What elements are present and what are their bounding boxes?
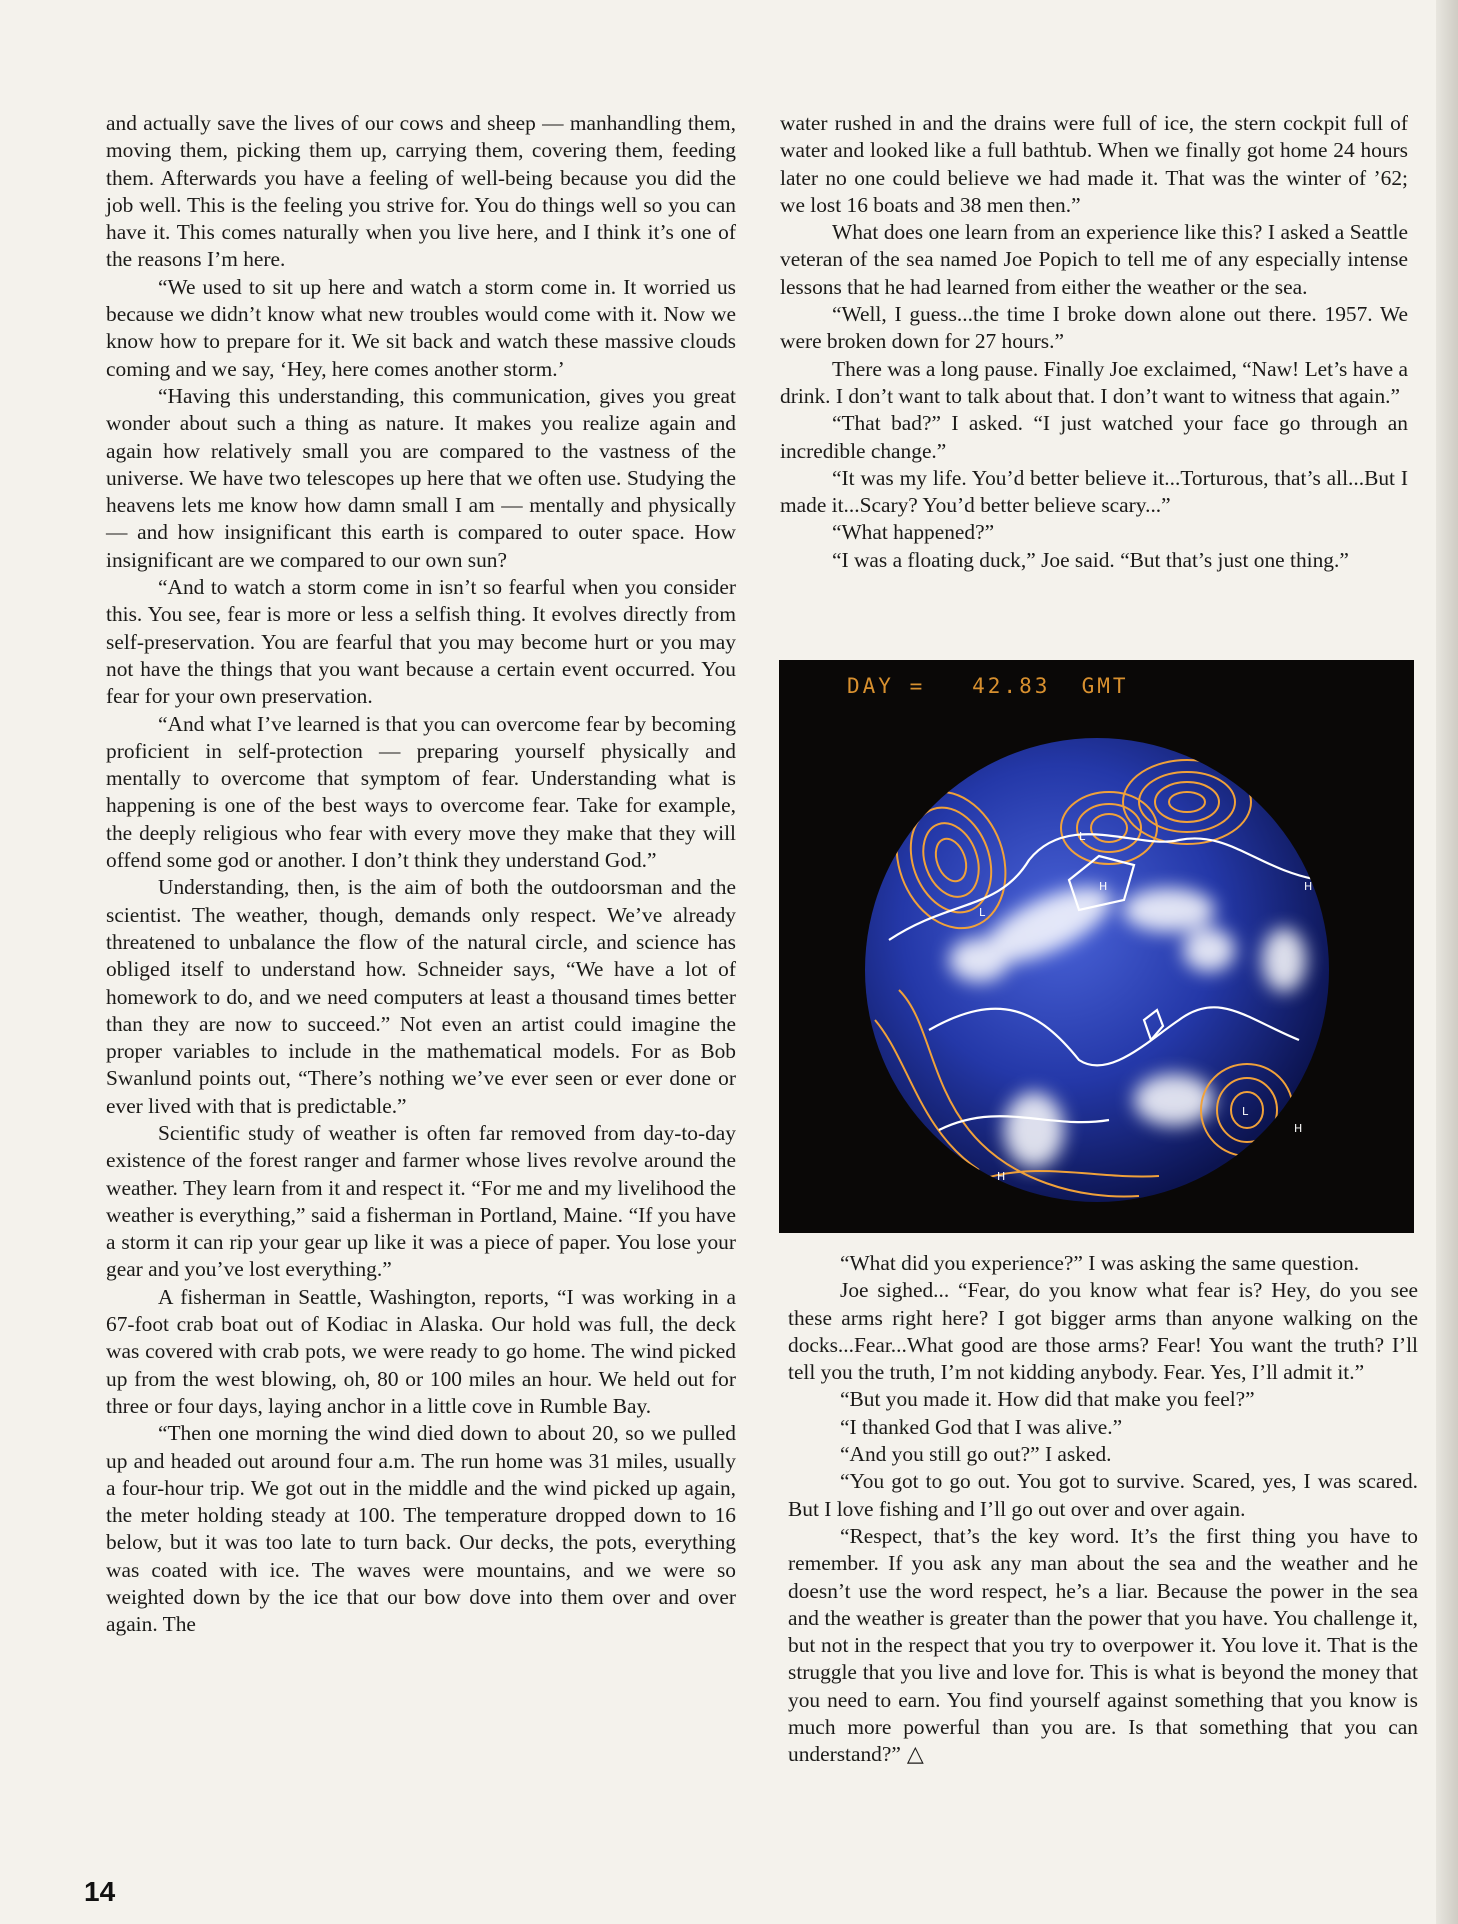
paragraph [780, 410, 1408, 465]
page-edge-shadow [1436, 0, 1458, 1924]
left-column [106, 110, 736, 1639]
globe-illustration [779, 660, 1414, 1233]
right-column-top [780, 110, 1408, 574]
svg-text:H: H [1099, 880, 1108, 893]
paragraph-text: “Well, I guess...the time I broke down alone out there. 1957. We were broken down for 27 hours.” [780, 302, 1408, 354]
paragraph [788, 1414, 1418, 1441]
paragraph [106, 1420, 736, 1638]
paragraph [788, 1441, 1418, 1468]
paragraph [788, 1277, 1418, 1386]
svg-text:H: H [1304, 880, 1313, 893]
paragraph-text: “And to watch a storm come in isn’t so fearful when you consider this. You see, fear is more or less a selfish thing. It evolves directly from self-preservation. You are fearful that you may become hurt or you may not have the things that you want because a certain event occurred. You fear for your own preservation. [106, 575, 736, 709]
paragraph-text: and actually save the lives of our cows and sheep — manhandling them, moving them, picking them up, carrying them, covering them, feeding them. Afterwards you have a feeling of well-being because you did the job well. This is the feeling you strive for. You do things well so you can have it. This comes naturally when you live here, and I think it’s one of the reasons I’m here. [106, 111, 736, 272]
paragraph [780, 301, 1408, 356]
page-number: 14 [84, 1876, 116, 1907]
paragraph [780, 356, 1408, 411]
paragraph-text: A fisherman in Seattle, Washington, reports, “I was working in a 67-foot crab boat out of Kodiac in Alaska. Our hold was full, the deck was covered with crab pots, we were ready to go home. The wind picked up from the west blowing, oh, 80 or 100 miles an hour. We held out for three or four days, laying anchor in a little cove in Rumble Bay. [106, 1284, 736, 1418]
paragraph-text: water rushed in and the drains were full of ice, the stern cockpit full of water and looked like a full bathtub. When we finally got home 24 hours later no one could believe we had made it. That was the winter of ’62; we lost 16 boats and 38 men then.” [780, 111, 1408, 217]
paragraph [780, 219, 1408, 301]
paragraph-text: “You got to go out. You got to survive. Scared, yes, I was scared. But I love fishing and I’ll go out over and over again. [788, 1469, 1418, 1521]
paragraph-text: What does one learn from an experience like this? I asked a Seattle veteran of the sea named Joe Popich to tell me of any especially intense lessons that he had learned from either the weather or the sea. [780, 220, 1408, 299]
paragraph [106, 383, 736, 574]
paragraph-text: “Respect, that’s the key word. It’s the first thing you have to remember. If you ask any man about the sea and the weather and he doesn’t use the word respect, he’s a liar. Because the power in the sea and the weather is greater than the power that you have. You challenge it, but not in the respect that you try to overpower it. You love it. That is the struggle that you live and love for. This is what is beyond the money that you need to earn. You find yourself against something that you know is much more powerful than you are. Is that something that you can understand?” [788, 1523, 1418, 1767]
svg-text:H: H [997, 1170, 1006, 1183]
end-mark-icon: △ [906, 1742, 924, 1768]
svg-text:H: H [1294, 1122, 1303, 1135]
paragraph [106, 1120, 736, 1284]
paragraph-text: “And what I’ve learned is that you can overcome fear by becoming proficient in self-protection — preparing yourself physically and mentally to overcome that symptom of fear. Understanding what is happening is one of the best ways to overcome fear. Take for example, the deeply religious who fear with every move they make that they will offend some god or another. I don’t think they understand God.” [106, 711, 736, 873]
paragraph [788, 1250, 1418, 1277]
paragraph [780, 547, 1408, 574]
svg-text:L: L [979, 906, 986, 919]
paragraph-text: There was a long pause. Finally Joe exclaimed, “Naw! Let’s have a drink. I don’t want to talk about that. I don’t want to witness that again.” [780, 356, 1408, 408]
paragraph-text: “And you still go out?” I asked. [840, 1442, 1112, 1467]
paragraph [788, 1386, 1418, 1413]
paragraph-text: “What did you experience?” I was asking the same question. [840, 1251, 1360, 1275]
paragraph [106, 711, 736, 875]
paragraph [106, 274, 736, 383]
paragraph-text: “I was a floating duck,” Joe said. “But that’s just one thing.” [832, 547, 1349, 572]
right-column-bottom [788, 1250, 1418, 1769]
paragraph [106, 1284, 736, 1420]
paragraph-text: “That bad?” I asked. “I just watched your face go through an incredible change.” [780, 411, 1408, 463]
figure-day-label: DAY = 42.83 GMT [847, 674, 1129, 698]
paragraph-text: “Having this understanding, this communication, gives you great wonder about such a thing as nature. It makes you realize again and again how relatively small you are compared to the vastness of the universe. We have two telescopes up here that we often use. Studying the heavens lets me know how damn small I am — mentally and physically — and how insignificant this earth is compared to outer space. How insignificant are we compared to our own sun? [106, 383, 736, 572]
paragraph-text: “But you made it. How did that make you feel?” [840, 1387, 1255, 1412]
paragraph [788, 1523, 1418, 1769]
paragraph-text: “What happened?” [832, 520, 995, 545]
paragraph [106, 110, 736, 274]
paragraph [780, 110, 1408, 219]
paragraph [106, 874, 736, 1120]
paragraph-text: “It was my life. You’d better believe it...Torturous, that’s all...But I made it...Scary? You’d better believe scary...” [780, 465, 1408, 518]
paragraph-text: Joe sighed... “Fear, do you know what fear is? Hey, do you see these arms right here? I got bigger arms than anyone walking on the docks...Fear...What good are those arms? Fear! You want the truth? I’ll tell you the truth, I’m not kidding anybody. Fear. Yes, I’ll admit it.” [788, 1278, 1418, 1385]
paragraph-text: “We used to sit up here and watch a storm come in. It worried us because we didn’t know what new troubles would come with it. Now we know how to prepare for it. We sit back and watch these massive clouds coming and we say, ‘Hey, here comes another storm.’ [106, 274, 736, 381]
paragraph-text: Understanding, then, is the aim of both the outdoorsman and the scientist. The weather, though, demands only respect. We’ve already threatened to unbalance the flow of the natural circle, and science has obliged itself to understand how. Schneider says, “We have a lot of homework to do, and we need computers at least a thousand times better than they are now to succeed.” Not even an artist could imagine the proper variables to include in the mathematical models. For as Bob Swanlund points out, “There’s nothing we’ve ever seen or ever done or ever lived with that is predictable.” [106, 875, 736, 1118]
paragraph-text: “I thanked God that I was alive.” [840, 1414, 1123, 1439]
paragraph [780, 519, 1408, 546]
weather-globe-figure [779, 660, 1414, 1233]
paragraph [788, 1468, 1418, 1523]
paragraph-text: “Then one morning the wind died down to about 20, so we pulled up and headed out around four a.m. The run home was 31 miles, usually a four-hour trip. We got out in the middle and the wind picked up again, the meter holding steady at 100. The temperature dropped down to 16 below, but it was too late to turn back. Our decks, the pots, everything was coated with ice. The waves were mountains, and we were so weighted down by the ice that our bow dove into them over and over again. The [106, 1421, 736, 1637]
svg-text:L: L [1079, 830, 1086, 843]
svg-text:L: L [1242, 1105, 1249, 1118]
paragraph [780, 465, 1408, 520]
paragraph [106, 574, 736, 710]
paragraph-text: Scientific study of weather is often far removed from day-to-day existence of the forest ranger and farmer whose lives revolve around the weather. They learn from it and respect it. “For me and my livelihood the weather is everything,” said a fisherman in Portland, Maine. “If you have a storm it can rip your gear up like it was a piece of paper. You lose your gear and you’ve lost everything.” [106, 1120, 736, 1282]
